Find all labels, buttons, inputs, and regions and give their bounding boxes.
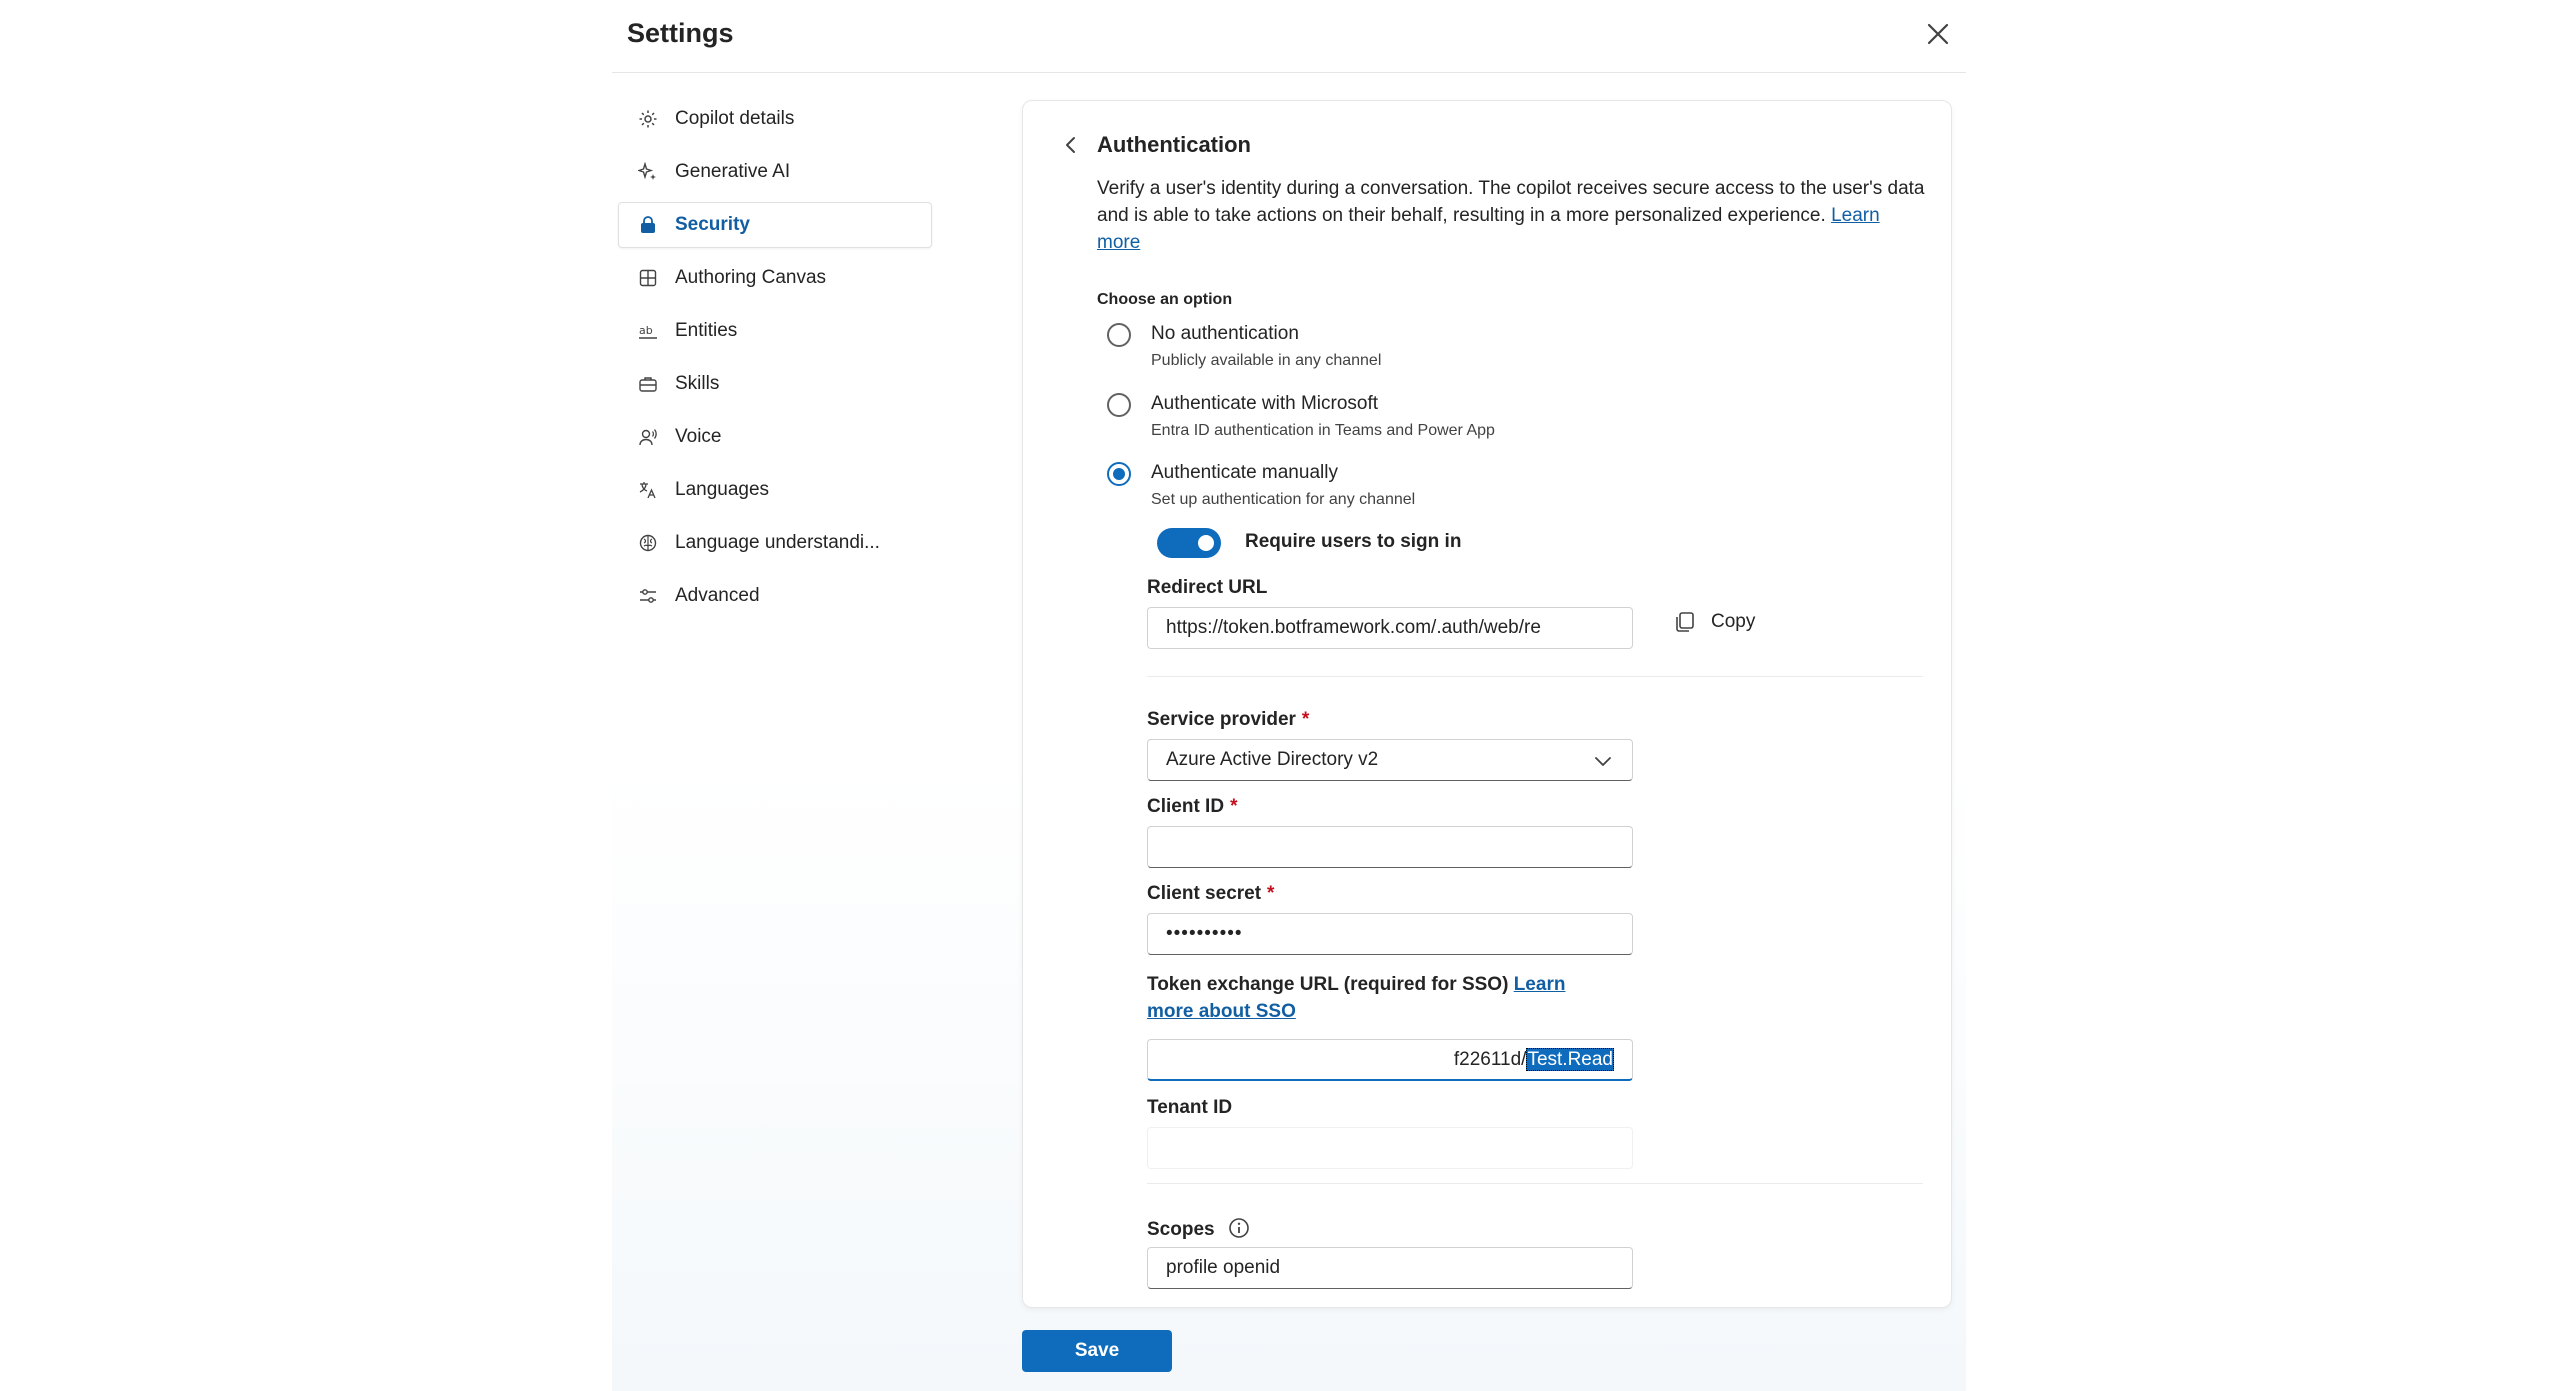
token-exchange-selected-text: Test.Read xyxy=(1527,1049,1613,1070)
copy-button[interactable] xyxy=(1673,605,1755,639)
copy-label: Copy xyxy=(1711,611,1756,632)
translate-icon xyxy=(637,479,659,501)
learn-more-sso-link[interactable]: Learn xyxy=(1513,974,1566,995)
sidebar-item-skills[interactable] xyxy=(618,361,932,407)
sliders-icon xyxy=(637,585,659,607)
radio-label: Authenticate with Microsoft xyxy=(1151,393,1379,414)
sidebar-item-language-understanding[interactable] xyxy=(618,520,932,566)
authentication-card xyxy=(1022,100,1952,1308)
sidebar-item-label: Generative AI xyxy=(675,161,791,182)
settings-sidebar xyxy=(618,96,932,626)
sidebar-item-advanced[interactable] xyxy=(618,573,932,619)
radio-subtext: Publicly available in any channel xyxy=(1151,352,1382,369)
sidebar-item-label: Advanced xyxy=(675,585,760,606)
chevron-down-icon xyxy=(1592,750,1614,772)
dialog-header xyxy=(612,0,1966,73)
radio-subtext: Set up authentication for any channel xyxy=(1151,491,1416,508)
sidebar-item-voice[interactable] xyxy=(618,414,932,460)
divider xyxy=(1147,676,1923,677)
learn-more-sso-link-continued[interactable]: more about SSO xyxy=(1147,1001,1296,1022)
token-exchange-url-field[interactable] xyxy=(1147,1039,1633,1081)
service-provider-value: Azure Active Directory v2 xyxy=(1166,749,1379,770)
client-secret-label xyxy=(1147,883,1274,905)
redirect-url-label: Redirect URL xyxy=(1147,577,1268,598)
service-provider-label-text: Service provider xyxy=(1147,709,1296,730)
radio-no-authentication[interactable] xyxy=(1107,323,1131,347)
required-mark: * xyxy=(1301,709,1310,730)
require-sign-in-toggle[interactable] xyxy=(1157,528,1221,558)
sidebar-item-generative-ai[interactable] xyxy=(618,149,932,195)
chevron-left-icon xyxy=(1057,131,1085,159)
learn-more-link[interactable]: Learn more xyxy=(1097,205,1880,253)
brain-icon xyxy=(637,532,659,554)
client-id-field[interactable] xyxy=(1147,826,1633,868)
back-button[interactable] xyxy=(1057,131,1085,159)
radio-label: Authenticate manually xyxy=(1151,462,1338,483)
sidebar-item-languages[interactable] xyxy=(618,467,932,513)
required-mark: * xyxy=(1230,796,1238,817)
tenant-id-label: Tenant ID xyxy=(1147,1097,1233,1118)
settings-dialog xyxy=(612,0,1966,1391)
copy-icon xyxy=(1673,610,1697,634)
redirect-url-field[interactable]: https://token.botframework.com/.auth/web/re xyxy=(1147,607,1633,649)
client-secret-label-text: Client secret xyxy=(1147,883,1262,904)
divider xyxy=(1147,1183,1923,1184)
close-icon xyxy=(1922,18,1954,50)
token-exchange-label xyxy=(1147,971,1565,1025)
sidebar-item-label: Copilot details xyxy=(675,108,795,129)
save-button[interactable]: Save xyxy=(1022,1330,1172,1372)
radio-subtext: Entra ID authentication in Teams and Power App xyxy=(1151,422,1495,439)
person-voice-icon xyxy=(637,426,659,448)
sidebar-item-label: Entities xyxy=(675,320,738,341)
token-exchange-label-text: Token exchange URL (required for SSO) xyxy=(1147,974,1509,995)
text-abc-icon xyxy=(637,320,659,342)
scopes-field[interactable]: profile openid xyxy=(1147,1247,1633,1289)
sidebar-item-label: Language understandi... xyxy=(675,532,880,553)
sidebar-item-label: Security xyxy=(675,214,750,235)
sidebar-item-entities[interactable] xyxy=(618,308,932,354)
scopes-label xyxy=(1147,1217,1250,1241)
sidebar-item-label: Voice xyxy=(675,426,722,447)
toolbox-icon xyxy=(637,373,659,395)
require-sign-in-label: Require users to sign in xyxy=(1245,531,1462,552)
service-provider-dropdown[interactable] xyxy=(1147,739,1633,781)
client-id-label-text: Client ID xyxy=(1147,796,1225,817)
client-secret-field[interactable]: •••••••••• xyxy=(1147,913,1633,955)
radio-authenticate-manually[interactable] xyxy=(1107,462,1131,486)
choose-option-label: Choose an option xyxy=(1097,291,1233,308)
auth-description xyxy=(1097,175,1927,256)
service-provider-label xyxy=(1147,709,1309,731)
sidebar-item-copilot-details[interactable] xyxy=(618,96,932,142)
description-text: Verify a user's identity during a conversation. The copilot receives secure access to the user's data and is able to take actions on their behalf, resulting in a more personalized experience. xyxy=(1097,178,1925,226)
svg-text:ab: ab xyxy=(639,324,653,337)
sidebar-item-security[interactable] xyxy=(618,202,932,248)
dialog-title: Settings xyxy=(627,18,734,48)
section-title: Authentication xyxy=(1097,132,1251,157)
sidebar-item-label: Skills xyxy=(675,373,720,394)
grid-icon xyxy=(637,267,659,289)
radio-label: No authentication xyxy=(1151,323,1299,344)
client-id-label xyxy=(1147,796,1237,818)
radio-authenticate-microsoft[interactable] xyxy=(1107,393,1131,417)
gear-icon xyxy=(637,108,659,130)
sidebar-item-label: Languages xyxy=(675,479,770,500)
required-mark: * xyxy=(1267,883,1275,904)
info-icon[interactable] xyxy=(1228,1217,1250,1239)
sidebar-item-label: Authoring Canvas xyxy=(675,267,827,288)
lock-icon xyxy=(637,214,659,236)
scopes-label-text: Scopes xyxy=(1147,1219,1215,1240)
close-button[interactable] xyxy=(1922,18,1954,50)
tenant-id-field[interactable] xyxy=(1147,1127,1633,1169)
sparkle-icon xyxy=(637,161,659,183)
token-exchange-value: f22611d/ xyxy=(1453,1049,1527,1070)
sidebar-item-authoring-canvas[interactable] xyxy=(618,255,932,301)
